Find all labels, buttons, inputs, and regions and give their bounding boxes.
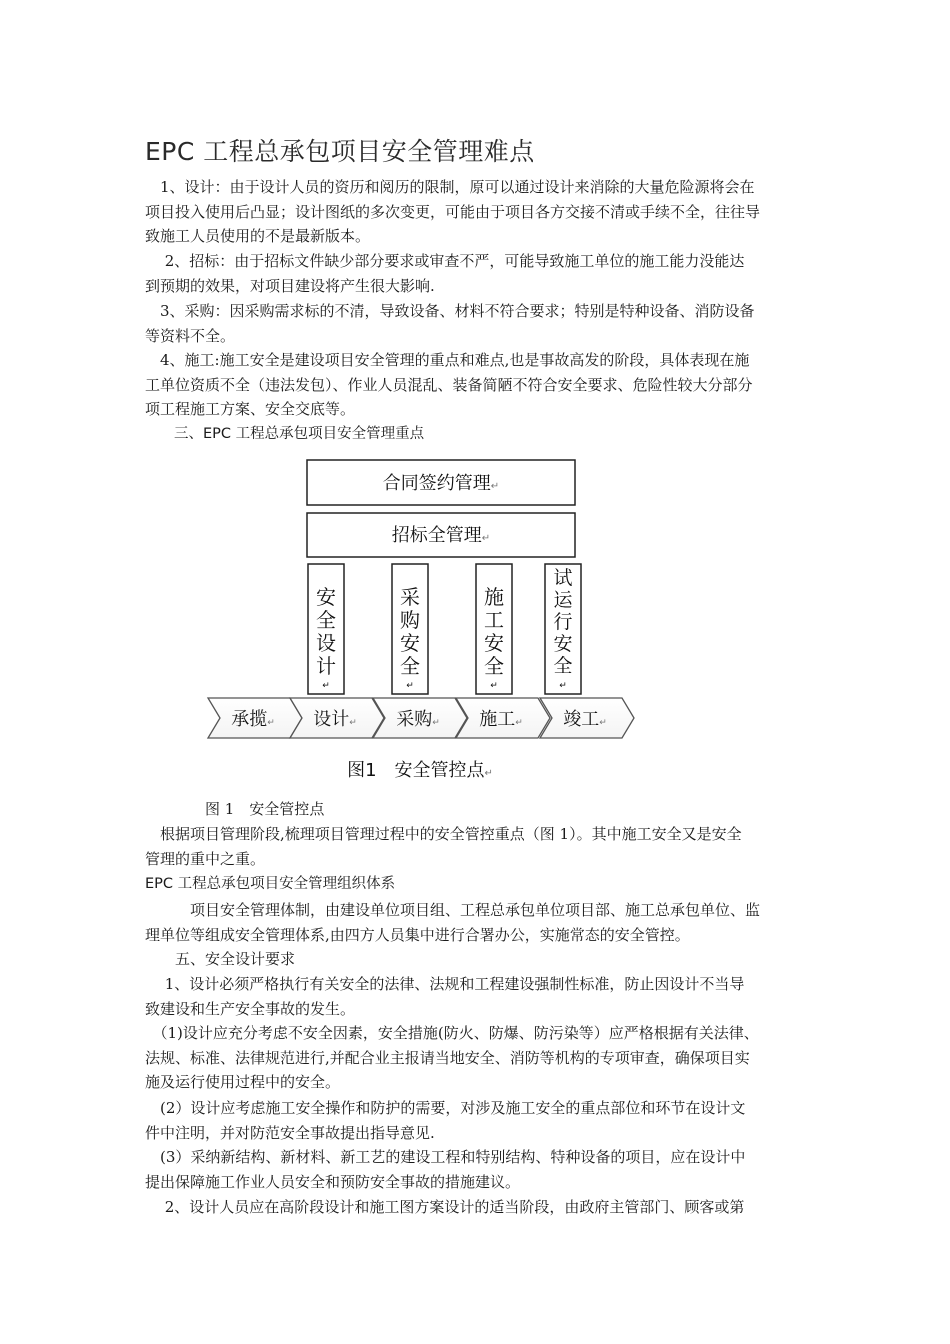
column-char: 安 — [553, 633, 573, 655]
stage-label-1: 承揽↵ — [231, 709, 275, 730]
column-char: 全 — [484, 654, 504, 678]
column-char: 全 — [553, 655, 573, 677]
column-char: 行 — [553, 611, 573, 633]
paragraph-req-1: 1、设计必须严格执行有关安全的法律、法规和工程建设强制性标准，防止因设计不当导 致建设和生产安全事故的发生。 — [145, 975, 745, 1018]
column-char: 运 — [553, 589, 573, 611]
column-char: 施 — [484, 585, 504, 609]
column-char: 全 — [400, 654, 420, 678]
figure-caption: 图 1 安全管控点 — [145, 800, 325, 818]
paragraph-design: 1、设计：由于设计人员的资历和阅历的限制，原可以通过设计来消除的大量危险源将会在 项目投入使用后凸显；设计图纸的多次变更，可能由于项目各方交接不清或手续不全，往往导 致施工人员使用的不是最新版本。 — [145, 178, 761, 245]
stage-label-3: 采购↵ — [396, 709, 440, 730]
paragraph-construction: 4、施工:施工安全是建设项目安全管理的重点和难点,也是事故高发的阶段，具体表现在施 工单位资质不全（违法发包）、作业人员混乱、装备简陋不符合安全要求、危险性较大分部分 项工程施工方案、安全交底等。 — [145, 351, 753, 418]
safety-control-figure — [200, 452, 640, 792]
column-char: 安 — [316, 585, 336, 609]
paragraph-req-1-1: （1)设计应充分考虑不安全因素，安全措施(防火、防爆、防污染等）应严格根据有关法律、 法规、标准、法律规范进行,并配合业主报请当地安全、消防等机构的专项审查，确保项目实 施及运行使用过程中的安全。 — [145, 1024, 759, 1091]
section-heading-3: 三、EPC 工程总承包项目安全管理重点 — [145, 426, 425, 442]
column-char: 购 — [400, 608, 420, 632]
stage-label-4: 施工↵ — [479, 709, 523, 730]
column-char: 计 — [316, 654, 336, 678]
column-char: 安 — [484, 631, 504, 655]
column-return-mark: ↵ — [322, 681, 330, 691]
column-return-mark: ↵ — [490, 681, 498, 691]
section-heading-org: EPC 工程总承包项目安全管理组织体系 — [145, 876, 396, 892]
column-return-mark: ↵ — [406, 681, 414, 691]
stage-arrows — [208, 698, 634, 738]
paragraph-bidding: 2、招标：由于招标文件缺少部分要求或审查不严，可能导致施工单位的施工能力没能达 到预期的效果，对项目建设将产生很大影响. — [145, 252, 745, 295]
paragraph-req-1-2: (2）设计应考虑施工安全操作和防护的需要，对涉及施工安全的重点部位和环节在设计文 件中注明，并对防范安全事故提出指导意见. — [145, 1099, 746, 1142]
paragraph-req-2: 2、设计人员应在高阶段设计和施工图方案设计的适当阶段，由政府主管部门、顾客或第 — [145, 1198, 745, 1216]
section-heading-5: 五、安全设计要求 — [145, 950, 296, 968]
bidding-box-label: 招标全管理↵ — [391, 525, 491, 546]
stage-label-5: 竣工↵ — [563, 709, 607, 730]
column-char: 试 — [553, 567, 573, 589]
column-char: 设 — [316, 631, 336, 655]
column-char: 全 — [316, 608, 336, 632]
column-return-mark: ↵ — [559, 681, 567, 691]
column-group — [308, 564, 581, 694]
figure-diagram — [200, 452, 640, 792]
contract-box-label: 合同签约管理↵ — [382, 473, 500, 494]
figure-caption-in-image: 图1 安全管控点↵ — [347, 760, 493, 781]
stage-label-2: 设计↵ — [313, 709, 357, 730]
column-char: 采 — [400, 585, 420, 609]
column-char: 工 — [484, 608, 504, 632]
paragraph-control-points: 根据项目管理阶段,梳理项目管理过程中的安全管控重点（图 1）。其中施工安全又是安全 管理的重中之重。 — [145, 825, 742, 868]
paragraph-req-1-3: (3）采纳新结构、新材料、新工艺的建设工程和特别结构、特种设备的项目，应在设计中 提出保障施工作业人员安全和预防安全事故的措施建议。 — [145, 1148, 746, 1191]
column-char: 安 — [400, 631, 420, 655]
paragraph-procurement: 3、采购：因采购需求标的不清，导致设备、材料不符合要求；特别是特种设备、消防设备 等资料不全。 — [145, 302, 755, 345]
page-title: EPC 工程总承包项目安全管理难点 — [145, 137, 535, 166]
paragraph-org-system: 项目安全管理体制，由建设单位项目组、工程总承包单位项目部、施工总承包单位、监 理单位等组成安全管理体系,由四方人员集中进行合署办公，实施常态的安全管控。 — [145, 901, 761, 944]
